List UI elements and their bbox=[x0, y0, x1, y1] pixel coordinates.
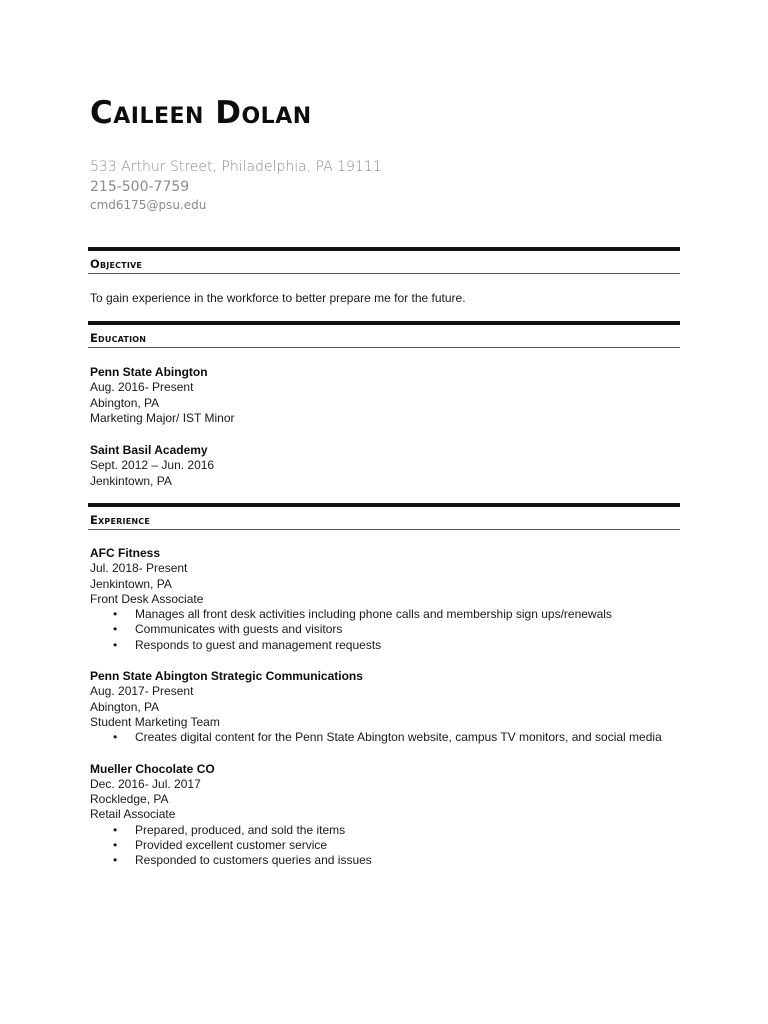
education-heading bbox=[88, 321, 680, 348]
duties-list bbox=[90, 823, 680, 869]
objective-heading bbox=[88, 247, 680, 274]
duties-list bbox=[90, 607, 680, 653]
school-location: Abington, PA bbox=[90, 395, 160, 410]
duty-item: • Responds to guest and management requests bbox=[90, 638, 680, 653]
education-entry bbox=[90, 443, 680, 489]
employer-name: AFC Fitness bbox=[90, 546, 161, 560]
duty-item: • Prepared, produced, and sold the items bbox=[90, 823, 680, 838]
contact-email: cmd6175@psu.edu bbox=[90, 198, 207, 212]
education-list bbox=[90, 365, 680, 489]
employment-location: Rockledge, PA bbox=[90, 792, 169, 807]
school-detail: Marketing Major/ IST Minor bbox=[90, 410, 235, 425]
school-dates: Aug. 2016- Present bbox=[90, 380, 194, 395]
education-entry bbox=[90, 365, 680, 426]
job-title: Retail Associate bbox=[90, 807, 176, 822]
spacer bbox=[90, 746, 680, 762]
school-name: Penn State Abington bbox=[90, 365, 208, 379]
job-title: Front Desk Associate bbox=[90, 591, 204, 606]
employment-dates: Dec. 2016- Jul. 2017 bbox=[90, 776, 201, 791]
employment-location: Jenkintown, PA bbox=[90, 576, 172, 591]
employment-location: Abington, PA bbox=[90, 699, 160, 714]
employer-name: Penn State Abington Strategic Communications bbox=[90, 669, 363, 684]
experience-list bbox=[90, 546, 680, 869]
employment-dates: Aug. 2017- Present bbox=[90, 684, 194, 699]
duty-item: • Creates digital content for the Penn State Abington website, campus TV monitors, and social media bbox=[90, 730, 680, 745]
job-title: Student Marketing Team bbox=[90, 714, 220, 729]
objective-text: To gain experience in the workforce to better prepare me for the future. bbox=[90, 291, 466, 305]
duty-item: • Responded to customers queries and issues bbox=[90, 853, 680, 868]
spacer bbox=[90, 653, 680, 669]
spacer bbox=[90, 426, 680, 443]
duty-item: • Communicates with guests and visitors bbox=[90, 622, 680, 637]
contact-phone: 215-500-7759 bbox=[90, 179, 190, 195]
duty-item: • Provided excellent customer service bbox=[90, 838, 680, 853]
employer-name: Mueller Chocolate CO bbox=[90, 761, 215, 776]
duty-item: • Manages all front desk activities including phone calls and membership sign ups/renewals bbox=[90, 607, 680, 622]
school-location: Jenkintown, PA bbox=[90, 473, 172, 488]
contact-address: 533 Arthur Street, Philadelphia, PA 19111 bbox=[90, 159, 382, 175]
resume-name: Caileen Dolan bbox=[90, 95, 312, 131]
experience-entry bbox=[90, 546, 680, 653]
experience-heading bbox=[88, 503, 680, 530]
experience-entry bbox=[90, 762, 680, 869]
experience-heading-label: Experience bbox=[90, 513, 150, 527]
education-heading-label: Education bbox=[90, 331, 147, 345]
experience-entry bbox=[90, 669, 680, 745]
employment-dates: Jul. 2018- Present bbox=[90, 561, 188, 576]
school-name: Saint Basil Academy bbox=[90, 443, 208, 458]
objective-heading-label: Objective bbox=[90, 257, 143, 271]
duties-list bbox=[90, 730, 680, 745]
school-dates: Sept. 2012 – Jun. 2016 bbox=[90, 458, 215, 473]
